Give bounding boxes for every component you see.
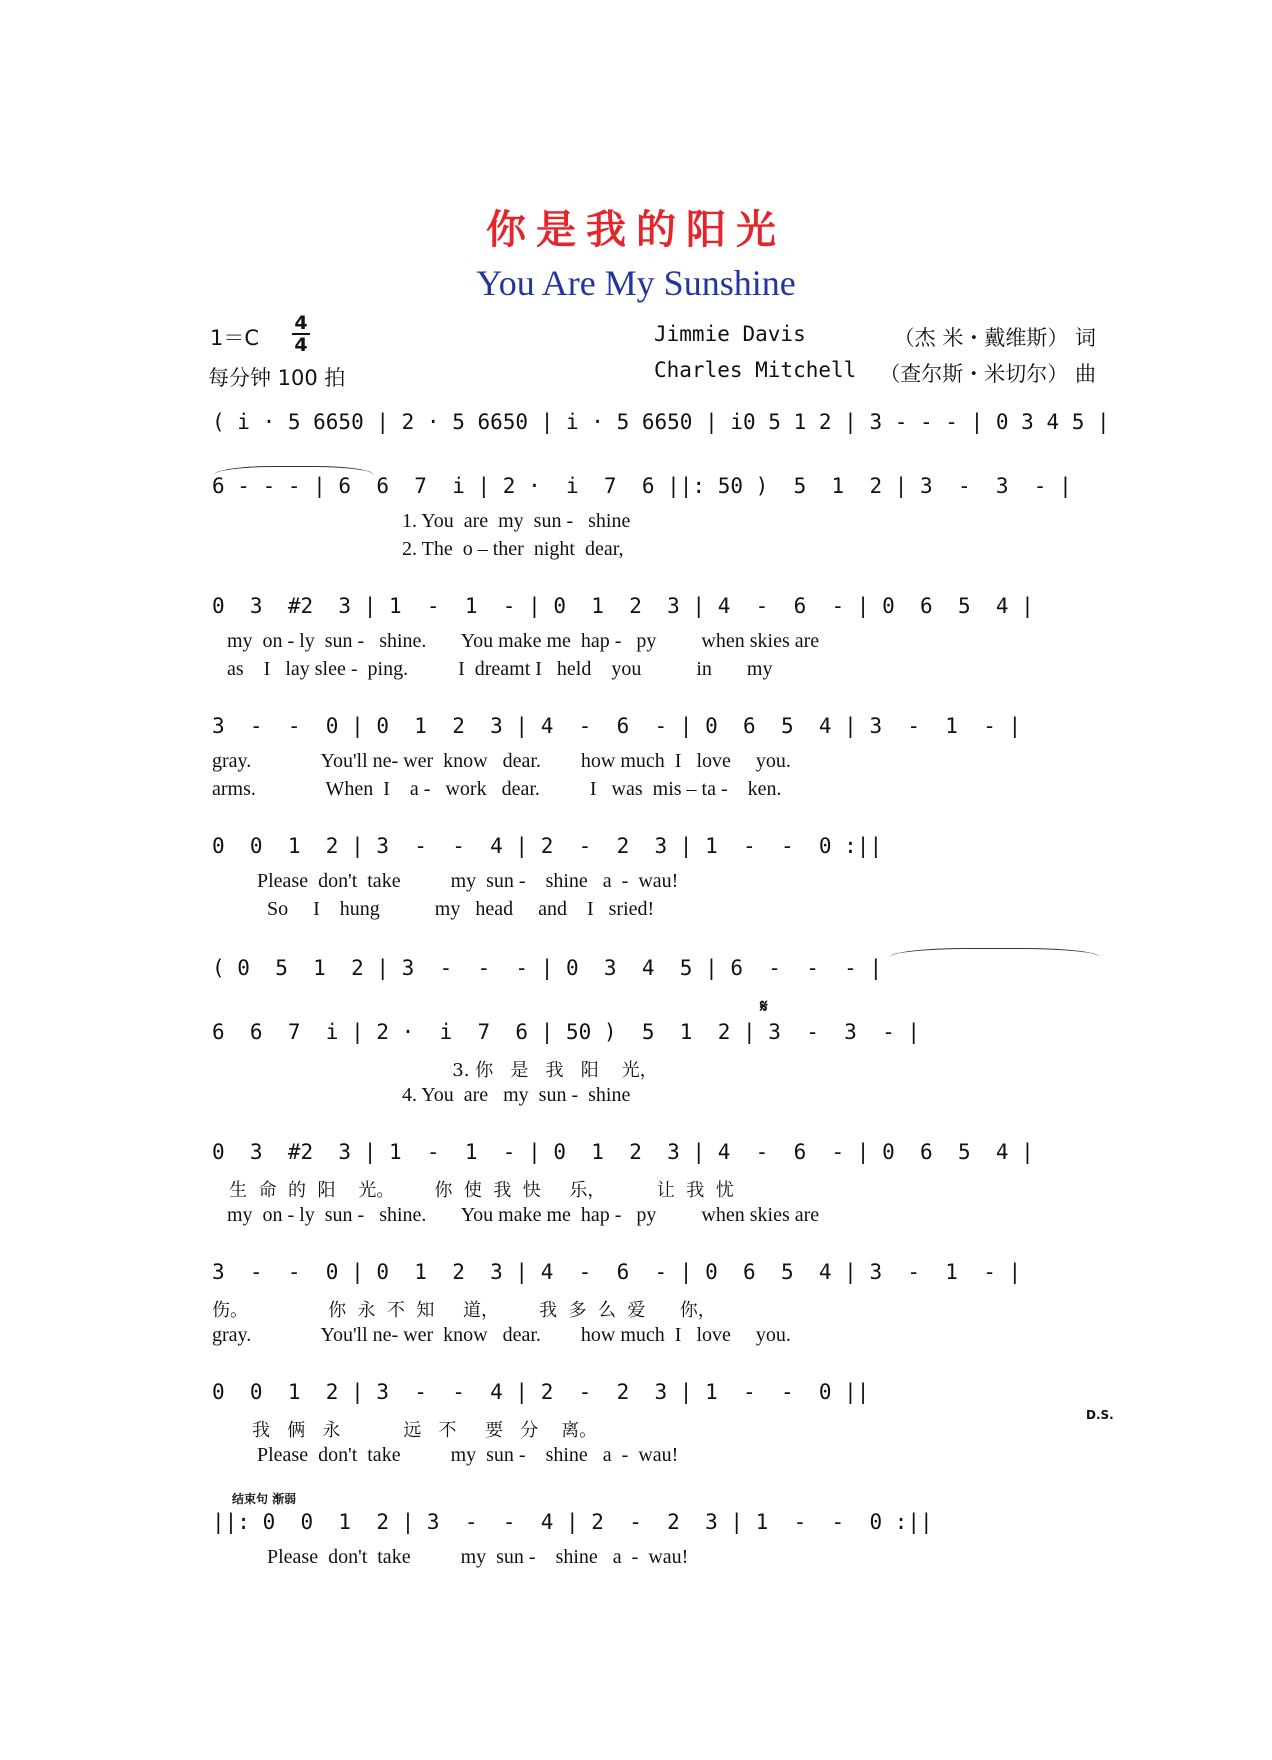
score-line-1: ( i · 5 6650 | 2 · 5 6650 | i · 5 6650 | i0 5 1 2 | 3 - - - | 0 3 4 5 | xyxy=(212,410,1110,434)
lyrics-3a: my on - ly sun - shine. You make me hap - py when skies are xyxy=(212,630,820,652)
ending-label: 结束句 渐弱 xyxy=(232,1492,297,1506)
lyrics-3b: as I lay slee - ping. I dreamt I held you in my xyxy=(212,658,773,680)
score-line-7: 6 6 7 i | 2 · i 7 6 | 50 ) 5 1 2 | 3 - 3 - | xyxy=(212,1020,921,1044)
score-line-9: 3 - - 0 | 0 1 2 3 | 4 - 6 - | 0 6 5 4 | 3 - 1 - | xyxy=(212,1260,1022,1284)
score-line-2: 6 - - - | 6 6 7 i | 2 · i 7 6 ||: 50 ) 5 1 2 | 3 - 3 - | xyxy=(212,474,1072,498)
lyrics-7-cn: 3. 你 是 我 阳 光， xyxy=(212,1060,658,1081)
lyrics-9-cn: 伤。 你 永 不 知 道， 我 多 么 爱 你， xyxy=(212,1300,716,1321)
lyrics-8b: my on - ly sun - shine. You make me hap - py when skies are xyxy=(212,1204,820,1226)
lyrics-11: Please don't take my sun - shine a - wau! xyxy=(212,1546,689,1568)
title-chinese: 你是我的阳光 xyxy=(486,206,786,253)
score-line-11: ||: 0 0 1 2 | 3 - - 4 | 2 - 2 3 | 1 - - 0 :|| xyxy=(212,1510,933,1534)
lyrics-9b: gray. You'll ne- wer know dear. how much I love you. xyxy=(212,1324,791,1346)
lyrics-10b: Please don't take my sun - shine a - wau! xyxy=(212,1444,679,1466)
score-line-3: 0 3 #2 3 | 1 - 1 - | 0 1 2 3 | 4 - 6 - | 0 6 5 4 | xyxy=(212,594,1034,618)
lyrics-2b: 2. The o – ther night dear, xyxy=(212,538,624,560)
time-signature-bottom: 4 xyxy=(294,334,308,356)
key-signature: 1＝C xyxy=(210,326,260,350)
title-english: You Are My Sunshine xyxy=(476,263,796,303)
composer-en: Charles Mitchell xyxy=(654,358,857,382)
segno-mark: 𝄋 xyxy=(760,996,768,1017)
lyricist-cn: （杰 米・戴维斯） 词 xyxy=(893,326,1096,350)
ds-mark: D.S. xyxy=(1086,1408,1114,1422)
lyrics-5a: Please don't take my sun - shine a - wau! xyxy=(212,870,679,892)
lyrics-7b: 4. You are my sun - shine xyxy=(212,1084,631,1106)
time-signature xyxy=(292,314,310,354)
lyrics-4b: arms. When I a - work dear. I was mis – ta - ken. xyxy=(212,778,782,800)
tempo: 每分钟 100 拍 xyxy=(208,366,346,390)
score-line-4: 3 - - 0 | 0 1 2 3 | 4 - 6 - | 0 6 5 4 | 3 - 1 - | xyxy=(212,714,1022,738)
lyrics-8-cn: 生 命 的 阳 光。 你 使 我 快 乐， 让 我 忧 xyxy=(212,1180,734,1201)
score-line-8: 0 3 #2 3 | 1 - 1 - | 0 1 2 3 | 4 - 6 - | 0 6 5 4 | xyxy=(212,1140,1034,1164)
score-line-10: 0 0 1 2 | 3 - - 4 | 2 - 2 3 | 1 - - 0 || xyxy=(212,1380,870,1404)
time-signature-top: 4 xyxy=(294,312,308,334)
score-line-5: 0 0 1 2 | 3 - - 4 | 2 - 2 3 | 1 - - 0 :|| xyxy=(212,834,883,858)
lyrics-4a: gray. You'll ne- wer know dear. how much I love you. xyxy=(212,750,791,772)
score-line-6: ( 0 5 1 2 | 3 - - - | 0 3 4 5 | 6 - - - | xyxy=(212,956,883,980)
composer-cn: （查尔斯・米切尔） 曲 xyxy=(879,362,1096,386)
lyrics-5b: So I hung my head and I sried! xyxy=(212,898,655,920)
lyricist-en: Jimmie Davis xyxy=(654,322,806,346)
lyrics-10-cn: 我 俩 永 远 不 要 分 离。 xyxy=(212,1420,598,1441)
lyrics-2a: 1. You are my sun - shine xyxy=(212,510,631,532)
